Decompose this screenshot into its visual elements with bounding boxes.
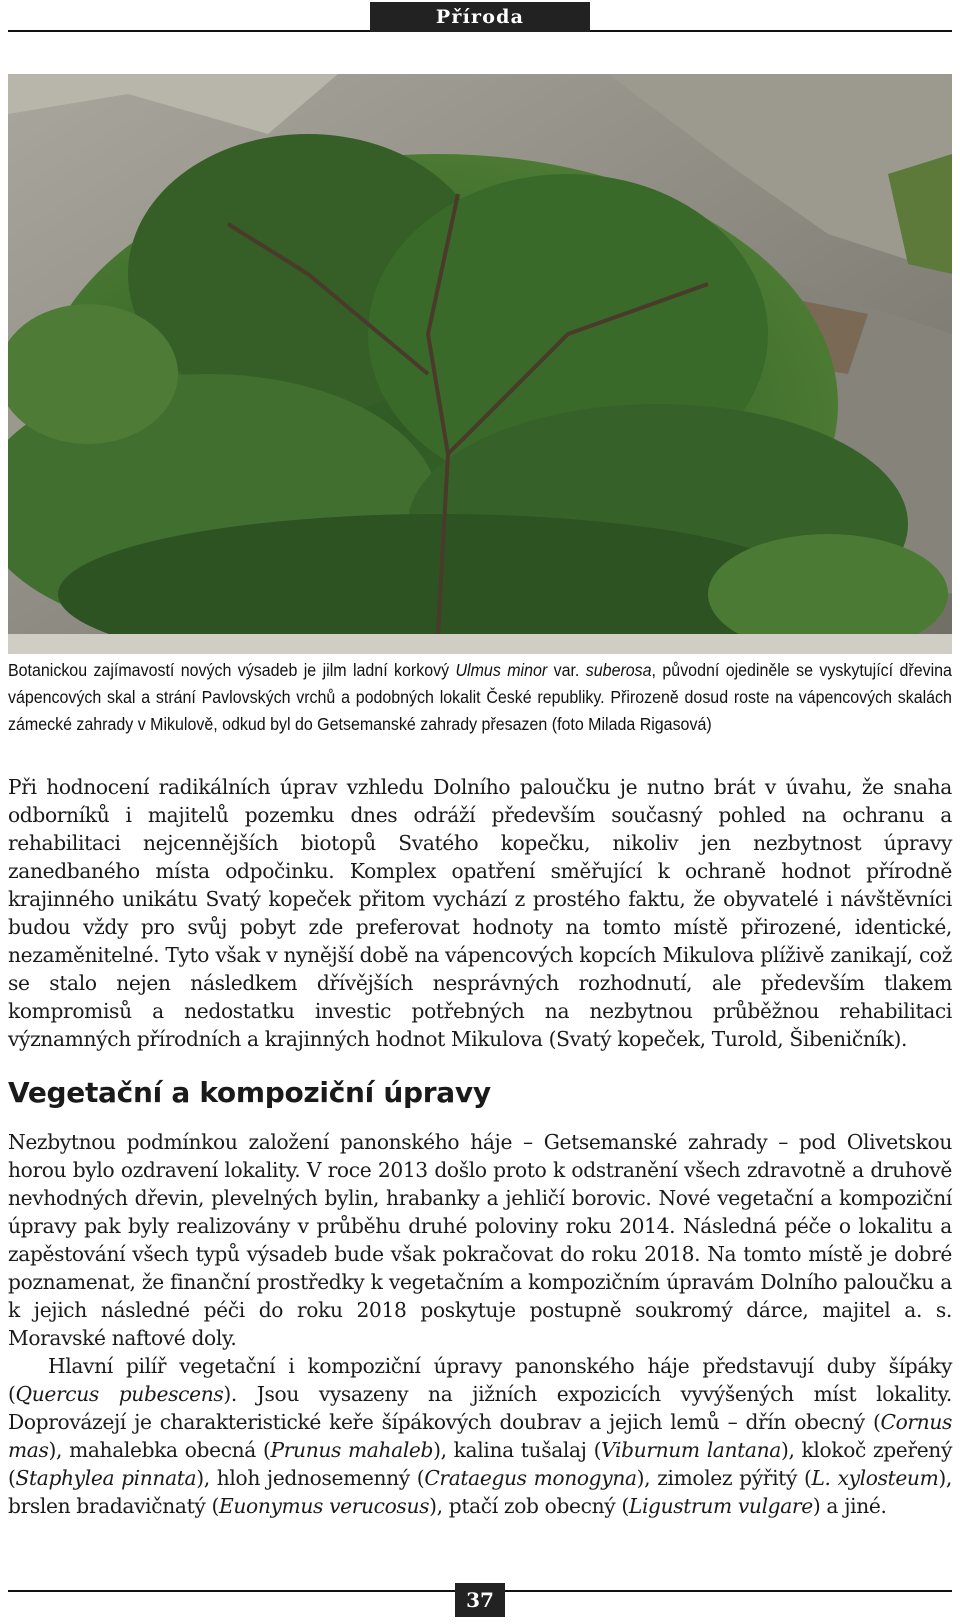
photo-elm-shrub [8,74,952,654]
paragraph-vegetation: Nezbytnou podmínkou založení panonského háje – Getsemanské zahrady – pod Olivetskou horou bylo ozdravení lokality. V roce 2013 došlo proto k odstranění všech zdravotně a druhově nevhodných dřevin, plevelných bylin, hrabanky a jehličí borovic. Nové vegetační a kompoziční úpravy pak byly realizovány v průběhu druhé poloviny roku 2014. Následná péče o lokalitu a zapěstování všech typů výsadeb bude však pokračovat do roku 2018. Na tomto místě je dobré poznamenat, že finanční prostředky k vegetačním a kompozičním úpravám Dolního paloučku a k jejich následné péči do roku 2018 poskytuje postupně soukromý dárce, majitel a. s. Moravské naftové doly. Hlavní pilíř vegetační i kompoziční úpravy panonského háje představují duby šípáky (Quercus pubescens). Jsou vysazeny na jižních expozicích vyvýšených míst lokality. Doprovázejí je charakteristické keře šípákových doubrav a jejich lemů – dřín obecný (Cornus mas), mahalebka obecná (Prunus mahaleb), kalina tušalaj (Viburnum lantana), klokoč zpeřený (Staphylea pinnata), hloh jednosemenný (Crataegus monogyna), zimolez pýřitý (L. xylosteum), brslen bradavičnatý (Euonymus verucosus), ptačí zob obecný (Ligustrum vulgare) a jiné. [8,1130,952,1518]
page-number: 37 [455,1583,505,1617]
paragraph-species: Hlavní pilíř vegetační i kompoziční úpravy panonského háje představují duby šípáky (Quercus pubescens). Jsou vysazeny na jižních expozicích vyvýšených míst lokality. Doprovázejí je charakteristické keře šípákových doubrav a jejich lemů – dřín obecný (Cornus mas), mahalebka obecná (Prunus mahaleb), kalina tušalaj (Viburnum lantana), klokoč zpeřený (Staphylea pinnata), hloh jednosemenný (Crataegus monogyna), zimolez pýřitý (L. xylosteum), brslen bradavičnatý (Euonymus verucosus), ptačí zob obecný (Ligustrum vulgare) a jiné. [8,1354,952,1518]
section-title: Příroda [370,2,590,32]
photo-caption: Botanickou zajímavostí nových výsadeb je jilm ladní korkový Ulmus minor var. suberosa, původní ojediněle se vyskytující dřevina vápencových skal a strání Pavlovských vrchů a podobných lokalit České republiky. Přirozeně dosud roste na vápencových skalách zámecké zahrady v Mikulově, odkud byl do Getsemanské zahrady přesazen (foto Milada Rigasová) [8,660,952,734]
section-heading: Vegetační a kompoziční úpravy [8,1076,491,1109]
paragraph-intro: Při hodnocení radikálních úprav vzhledu Dolního paloučku je nutno brát v úvahu, že snaha odborníků i majitelů pozemku dnes odráží především současný pohled na ochranu a rehabilitaci nejcennějších biotopů Svatého kopečku, nikoliv jen nezbytnost úpravy zanedbaného místa odpočinku. Komplex opatření směřující k ochraně hodnot přírodně krajinného unikátu Svatý kopeček přitom vychází z prostého faktu, že obyvatelé i návštěvníci budou vždy pro svůj pobyt zde preferovat hodnoty na tomto místě přirozené, identické, nezaměnitelné. Tyto však v nynější době na vápencových kopcích Mikulova plíživě zanikají, což se stalo nejen následkem dřívějších nesprávných rozhodnutí, ale především tlakem kompromisů a nedostatku investic potřebných na nezbytnou průběžnou rehabilitaci významných přírodních a krajinných hodnot Mikulova (Svatý kopeček, Turold, Šibeničník). [8,775,952,1051]
